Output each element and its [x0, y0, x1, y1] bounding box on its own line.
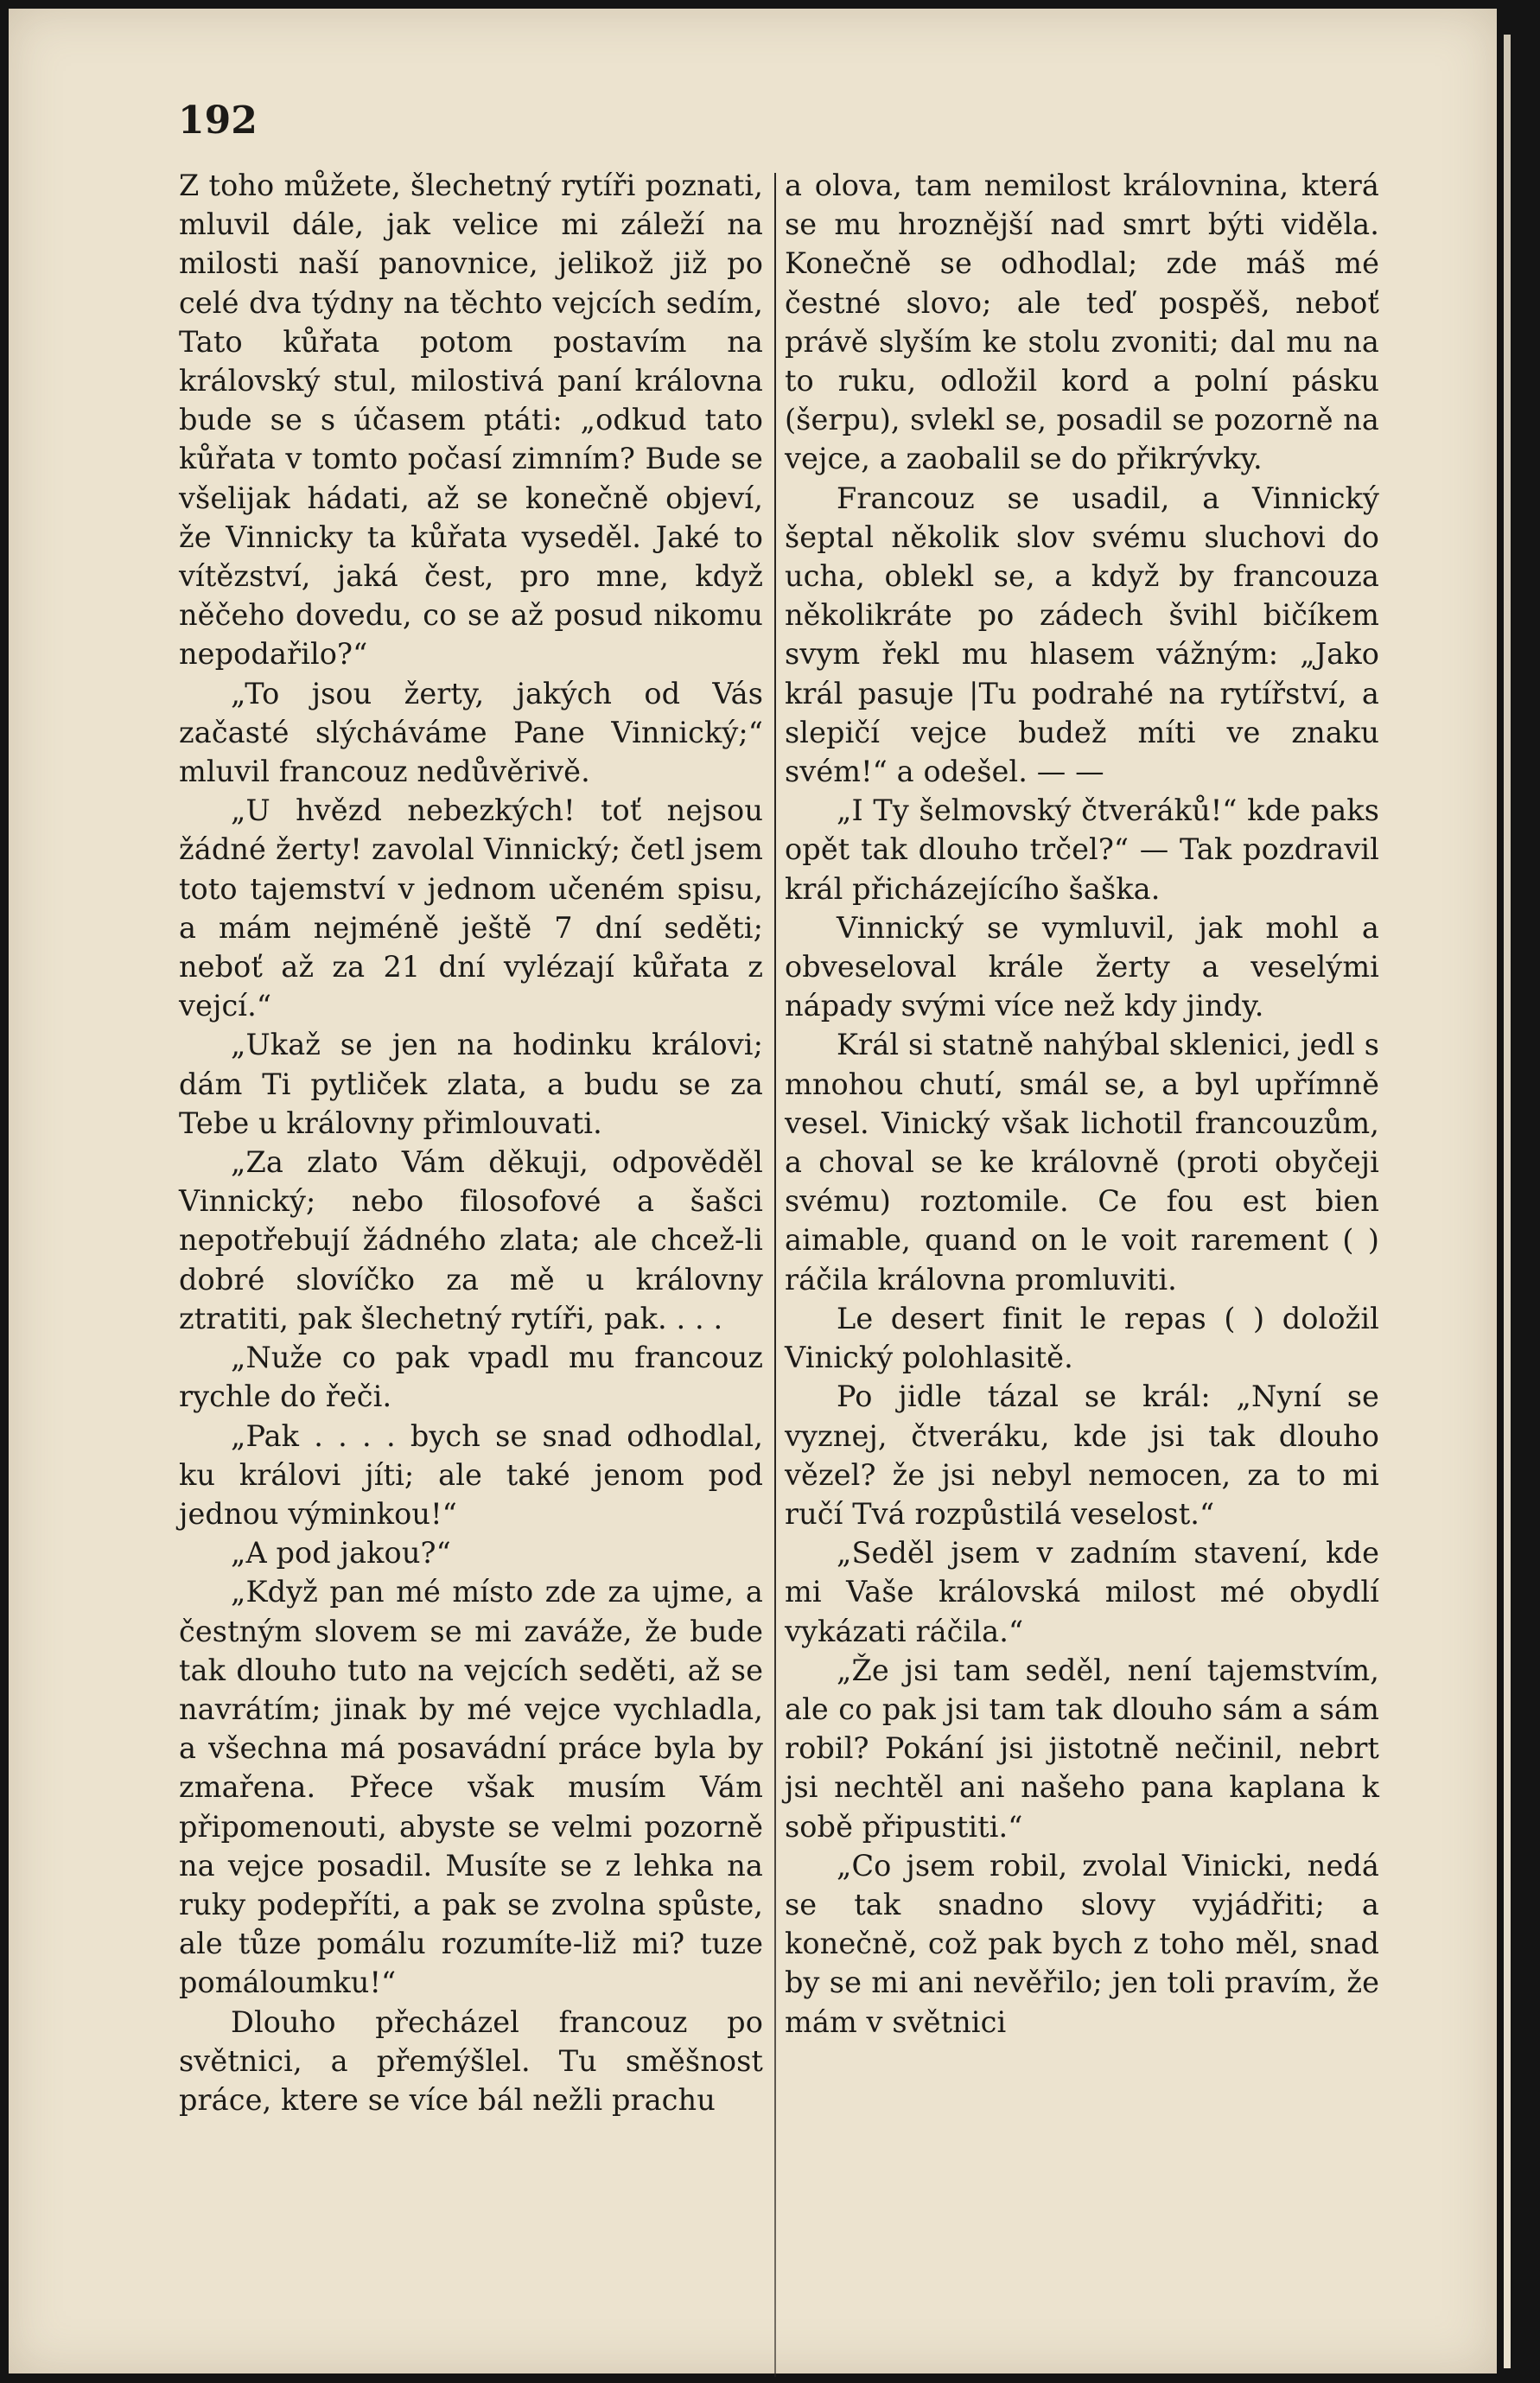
paragraph: „A pod jakou?“ [231, 1536, 451, 1571]
left-column [179, 166, 763, 2119]
paragraph: „Za zlato Vám děkuji, odpověděl Vinnický; nebo filosofové a šašci nepotřebují žádného zlata; ale chcež-li dobré slovíčko za mě u královny ztratiti, pak šlechetný rytíři, pak. . . . [179, 1145, 763, 1335]
paragraph: Dlouho přecházel francouz po světnici, a přemýšlel. Tu směšnost práce, ktere se více bál nežli prachu [179, 2004, 763, 2117]
paragraph: Francouz se usadil, a Vinnický šeptal několik slov svému sluchovi do ucha, oblekl se, a když by francouza několikráte po zádech švihl bičíkem svym řekl mu hlasem vážným: „Jako král pasuje |Tu podrahé na rytířství, a slepičí vejce budež míti ve znaku svém!“ a odešel. — — [785, 481, 1379, 789]
paragraph: „Seděl jsem v zadním stavení, kde mi Vaše královská milost mé obydlí vykázati ráčila.“ [785, 1536, 1379, 1648]
paragraph: „Že jsi tam seděl, není tajemstvím, ale co pak jsi tam tak dlouho sám a sám robil? Pokání jsi jistotně nečinil, nebrt jsi nechtěl ani našeho pana kaplana k sobě připustiti.“ [785, 1653, 1379, 1844]
page-number: 192 [178, 99, 258, 143]
paragraph: „To jsou žerty, jakých od Vás začasté slýcháváme Pane Vinnický;“ mluvil francouz nedůvěrivě. [179, 676, 763, 789]
paragraph: „I Ty šelmovský čtveráků!“ kde paks opět tak dlouho trčel?“ — Tak pozdravil král přicházejícího šaška. [785, 793, 1379, 906]
paragraph: „Pak . . . . bych se snad odhodlal, ku královi jíti; ale také jenom pod jednou výminkou!“ [179, 1418, 763, 1531]
paragraph: „U hvězd nebezkých! toť nejsou žádné žerty! zavolal Vinnický; četl jsem toto tajemství v jednom učeném spisu, a mám nejméně ještě 7 dní seděti; neboť až za 21 dní vylézají kůřata z vejcí.“ [179, 793, 763, 1023]
paragraph: Z toho můžete, šlechetný rytíři poznati, mluvil dále, jak velice mi záleží na milosti naší panovnice, jelikož již po celé dva týdny na těchto vejcích sedím, Tato kůřata potom postavím na královský stul, milostivá paní královna bude se s účasem ptáti: „odkud tato kůřata v tomto počasí zimním? Bude se všelijak hádati, až se konečně objeví, že Vinnicky ta kůřata vyseděl. Jaké to vítězství, jaká čest, pro mne, když něčeho dovedu, co se až posud nikomu nepodařilo?“ [179, 169, 763, 672]
paragraph: Vinnický se vymluvil, jak mohl a obveseloval krále žerty a veselými nápady svými více než kdy jindy. [785, 910, 1379, 1023]
paragraph: „Nuže co pak vpadl mu francouz rychle do řeči. [179, 1341, 763, 1414]
paragraph: Král si statně nahýbal sklenici, jedl s mnohou chutí, smál se, a byl upřímně vesel. Vinický však lichotil francouzům, a choval se ke královně (proti obyčeji svému) roztomile. Ce fou est bien aimable, quand on le voit rarement ( ) ráčila královna promluviti. [785, 1028, 1379, 1297]
right-column [785, 166, 1379, 2042]
paragraph: „Když pan mé místo zde za ujme, a čestným slovem se mi zaváže, že bude tak dlouho tuto na vejcích seděti, až se navrátím; jinak by mé vejce vychladla, a všechna má posavádní práce byla by zmařena. Přece však musím Vám připomenouti, abyste se velmi pozorně na vejce posadil. Musíte se z lehka na ruky podepříti, a pak se zvolna spůste, ale tůze pomálu rozumíte-liž mi? tuze pomáloumku!“ [179, 1575, 763, 2000]
paragraph: Le desert finit le repas ( ) doložil Vinický polohlasitě. [785, 1301, 1379, 1375]
page-edge [1504, 35, 1511, 2368]
paragraph: „Ukaž se jen na hodinku královi; dám Ti pytliček zlata, a budu se za Tebe u královny přimlouvati. [179, 1028, 763, 1140]
column-divider [774, 173, 776, 2377]
paragraph: a olova, tam nemilost královnina, která se mu hroznější nad smrt býti viděla. Konečně se odhodlal; zde máš mé čestné slovo; ale teď pospěš, neboť právě slyším ke stolu zvoniti; dal mu na to ruku, odložil kord a polní pásku (šerpu), svlekl se, posadil se pozorně na vejce, a zaobalil se do přikrývky. [785, 169, 1379, 476]
paragraph: „Co jsem robil, zvolal Vinicki, nedá se tak snadno slovy vyjádřiti; a konečně, což pak bych z toho měl, snad by se mi ani nevěřilo; jen toli pravím, že mám v světnici [785, 1848, 1379, 2039]
paragraph: Po jidle tázal se král: „Nyní se vyznej, čtveráku, kde jsi tak dlouho vězel? že jsi nebyl nemocen, za to mi ručí Tvá rozpůstilá veselost.“ [785, 1379, 1379, 1531]
